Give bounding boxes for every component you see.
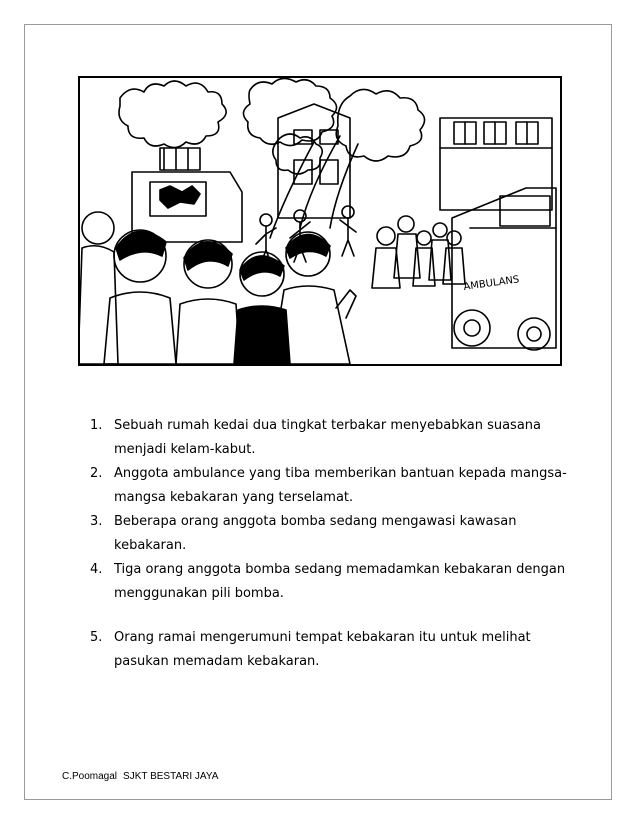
footer-school: SJKT BESTARI JAYA bbox=[123, 771, 219, 782]
item-number: 3. bbox=[90, 514, 103, 529]
fire-scene-illustration bbox=[78, 76, 562, 366]
item-number: 1. bbox=[90, 418, 103, 433]
list-item bbox=[90, 414, 580, 462]
page-footer bbox=[62, 771, 218, 782]
item-text: Anggota ambulance yang tiba memberikan bantuan kepada mangsa-mangsa kebakaran yang terselamat. bbox=[114, 466, 567, 505]
item-text: Sebuah rumah kedai dua tingkat terbakar menyebabkan suasana menjadi kelam-kabut. bbox=[114, 418, 542, 457]
footer-author: C.Poomagal bbox=[62, 771, 118, 782]
item-text: Beberapa orang anggota bomba sedang mengawasi kawasan kebakaran. bbox=[114, 514, 517, 553]
list-item bbox=[90, 462, 580, 510]
item-text: Orang ramai mengerumuni tempat kebakaran itu untuk melihat pasukan memadam kebakaran. bbox=[114, 630, 531, 669]
ambulance-label: AMBULANS bbox=[462, 274, 520, 293]
list-item bbox=[90, 626, 580, 674]
list-item bbox=[90, 510, 580, 558]
fire-scene-drawing bbox=[80, 78, 560, 364]
list-item bbox=[90, 558, 580, 606]
item-number: 5. bbox=[90, 630, 103, 645]
item-number: 4. bbox=[90, 562, 103, 577]
item-text: Tiga orang anggota bomba sedang memadamkan kebakaran dengan menggunakan pili bomba. bbox=[114, 562, 566, 601]
item-number: 2. bbox=[90, 466, 103, 481]
statement-list bbox=[90, 414, 580, 674]
